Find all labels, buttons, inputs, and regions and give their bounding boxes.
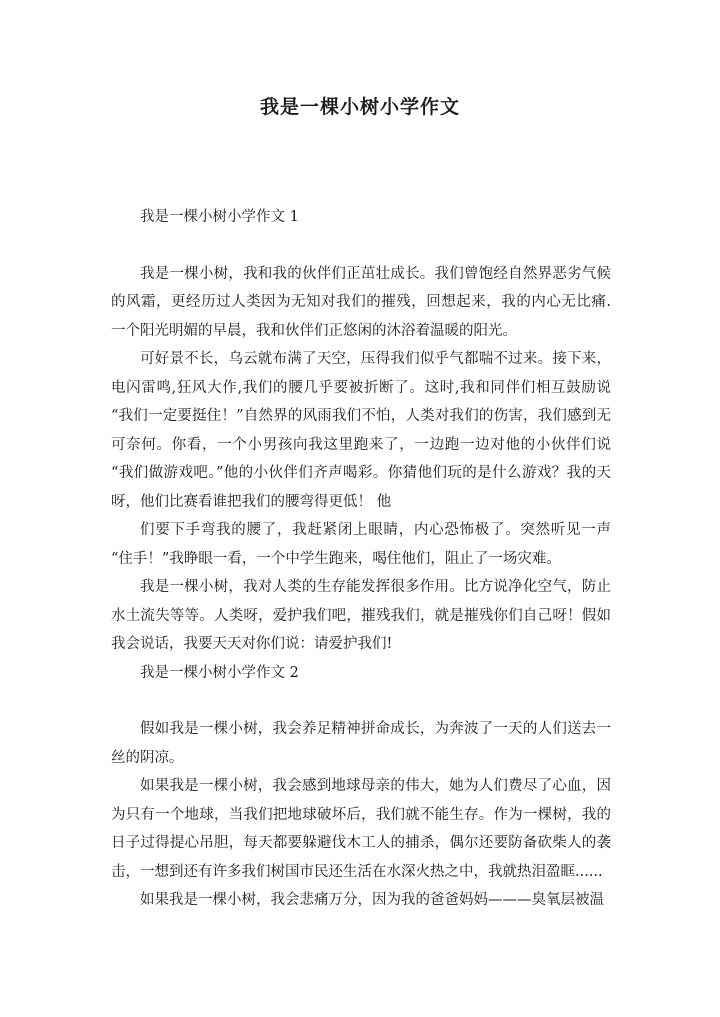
paragraph: 如果我是一棵小树，我会悲痛万分，因为我的爸爸妈妈———臭氧层被温: [140, 892, 604, 908]
document-body: [111, 203, 611, 915]
section-heading: 我是一棵小树小学作文 1: [140, 209, 299, 225]
paragraph: 可好景不长，乌云就布满了天空，压得我们似乎气都喘不过来。接下来，电闪雷鸣,狂风大作,我们的腰几乎要被折断了。这时,我和同伴们相互鼓励说 “我们一定要挺住！”自然界的风雨我们不怕，人类对我们的伤害，我们感到无可奈何。你看，一个小男孩向我这里跑来了，一边跑一边对他的小伙伴们说 “我们做游戏吧。”他的小伙伴们齐声喝彩。你猜他们玩的是什么游戏？我的天呀，他们比赛看谁把我们的腰弯得更低！ 他: [111, 351, 611, 510]
paragraph: 们要下手弯我的腰了，我赶紧闭上眼睛，内心恐怖极了。突然听见一声 “住手！”我睁眼一看，一个中学生跑来，喝住他们，阻止了一场灾难。: [111, 522, 611, 567]
paragraph: 我是一棵小树，我对人类的生存能发挥很多作用。比方说净化空气，防止水土流失等等。人类呀，爱护我们吧，摧残我们，就是摧残你们自己呀！假如我会说话，我要天天对你们说：请爱护我们!: [111, 579, 611, 652]
paragraph: 假如我是一棵小树，我会养足精神拼命成长，为奔波了一天的人们送去一丝的阴凉。: [111, 721, 611, 766]
section-heading: 我是一棵小树小学作文 2: [140, 664, 299, 681]
paragraph: 如果我是一棵小树，我会感到地球母亲的伟大，她为人们费尽了心血，因为只有一个地球，当我们把地球破坏后，我们就不能生存。作为一棵树，我的日子过得提心吊胆，每天都要躲避伐木工人的捕杀，偶尔还要防备砍柴人的袭击，一想到还有许多我们树国市民还生活在水深火热之中，我就热泪盈眶......: [111, 778, 611, 880]
document-title: 我是一棵小树小学作文: [259, 96, 460, 118]
section-spacer: [111, 687, 611, 715]
section-spacer: [111, 232, 611, 260]
paragraph: 我是一棵小树，我和我的伙伴们正茁壮成长。我们曾饱经自然界恶劣气候的风霜，更经历过人类因为无知对我们的摧残，回想起来，我的内心无比痛. 一个阳光明媚的早晨，我和伙伴们正悠闲的沐浴着温暖的阳光。: [111, 265, 611, 339]
